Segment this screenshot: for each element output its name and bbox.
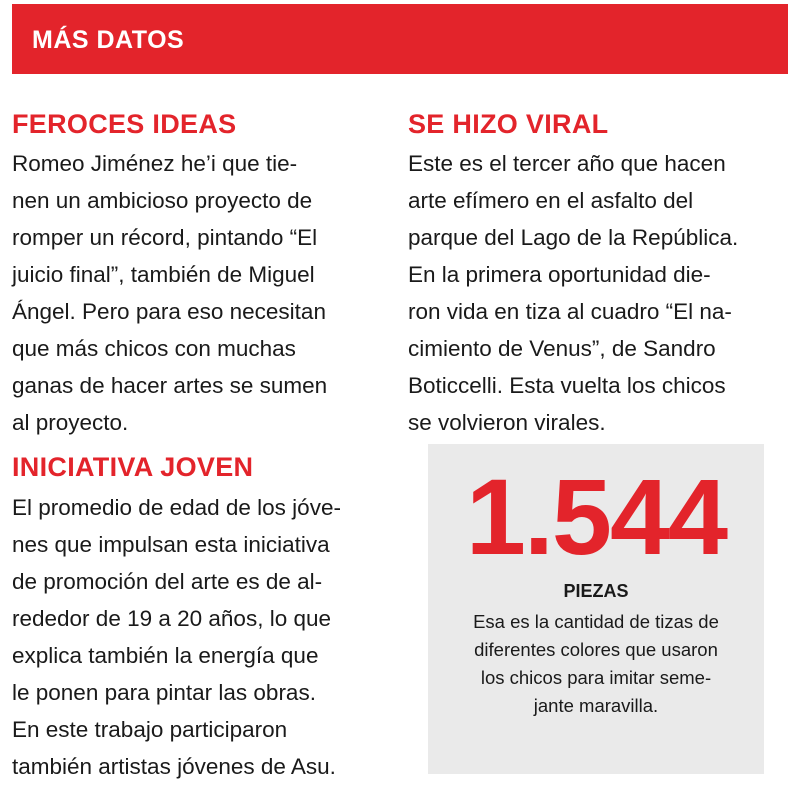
text-line: ron vida en tiza al cuadro “El na- xyxy=(408,299,732,324)
text-line: juicio final”, también de Miguel xyxy=(12,262,315,287)
header-banner xyxy=(12,4,788,74)
stat-label: PIEZAS xyxy=(563,581,629,601)
text-line: diferentes colores que usaron xyxy=(474,639,718,660)
text-line: romper un récord, pintando “El xyxy=(12,225,318,250)
text-line: Este es el tercer año que hacen xyxy=(408,151,726,176)
section-body-se-hizo-viral xyxy=(408,145,738,441)
text-line: también artistas jóvenes de Asu. xyxy=(12,754,336,779)
text-line: Ángel. Pero para eso necesitan xyxy=(12,299,326,324)
section-body-feroces-ideas xyxy=(12,145,327,441)
stat-description xyxy=(428,608,764,720)
text-line: cimiento de Venus”, de Sandro xyxy=(408,336,716,361)
text-line: explica también la energía que xyxy=(12,643,319,668)
text-line: Esa es la cantidad de tizas de xyxy=(473,611,719,632)
text-line: de promoción del arte es de al- xyxy=(12,569,323,594)
text-line: nes que impulsan esta iniciativa xyxy=(12,532,330,557)
section-title-iniciativa-joven: INICIATIVA JOVEN xyxy=(12,452,254,482)
text-line: al proyecto. xyxy=(12,410,129,435)
text-line: Boticcelli. Esta vuelta los chicos xyxy=(408,373,726,398)
text-line: En este trabajo participaron xyxy=(12,717,288,742)
banner-title: MÁS DATOS xyxy=(32,26,185,54)
text-line: jante maravilla. xyxy=(533,695,659,716)
text-line: rededor de 19 a 20 años, lo que xyxy=(12,606,331,631)
section-title-se-hizo-viral: SE HIZO VIRAL xyxy=(408,109,609,139)
text-line: le ponen para pintar las obras. xyxy=(12,680,316,705)
text-line: Romeo Jiménez he’i que tie- xyxy=(12,151,298,176)
text-line: los chicos para imitar seme- xyxy=(480,667,712,688)
text-line: El promedio de edad de los jóve- xyxy=(12,495,341,520)
text-line: ganas de hacer artes se sumen xyxy=(12,373,328,398)
text-line: nen un ambicioso proyecto de xyxy=(12,188,313,213)
text-line: parque del Lago de la República. xyxy=(408,225,739,250)
text-line: arte efímero en el asfalto del xyxy=(408,188,694,213)
stat-box xyxy=(428,444,764,774)
stat-number: 1.544 xyxy=(465,456,727,577)
section-title-feroces-ideas: FEROCES IDEAS xyxy=(12,109,237,139)
section-body-iniciativa-joven xyxy=(12,489,341,785)
text-line: se volvieron virales. xyxy=(408,410,606,435)
text-line: En la primera oportunidad die- xyxy=(408,262,711,287)
text-line: que más chicos con muchas xyxy=(12,336,296,361)
